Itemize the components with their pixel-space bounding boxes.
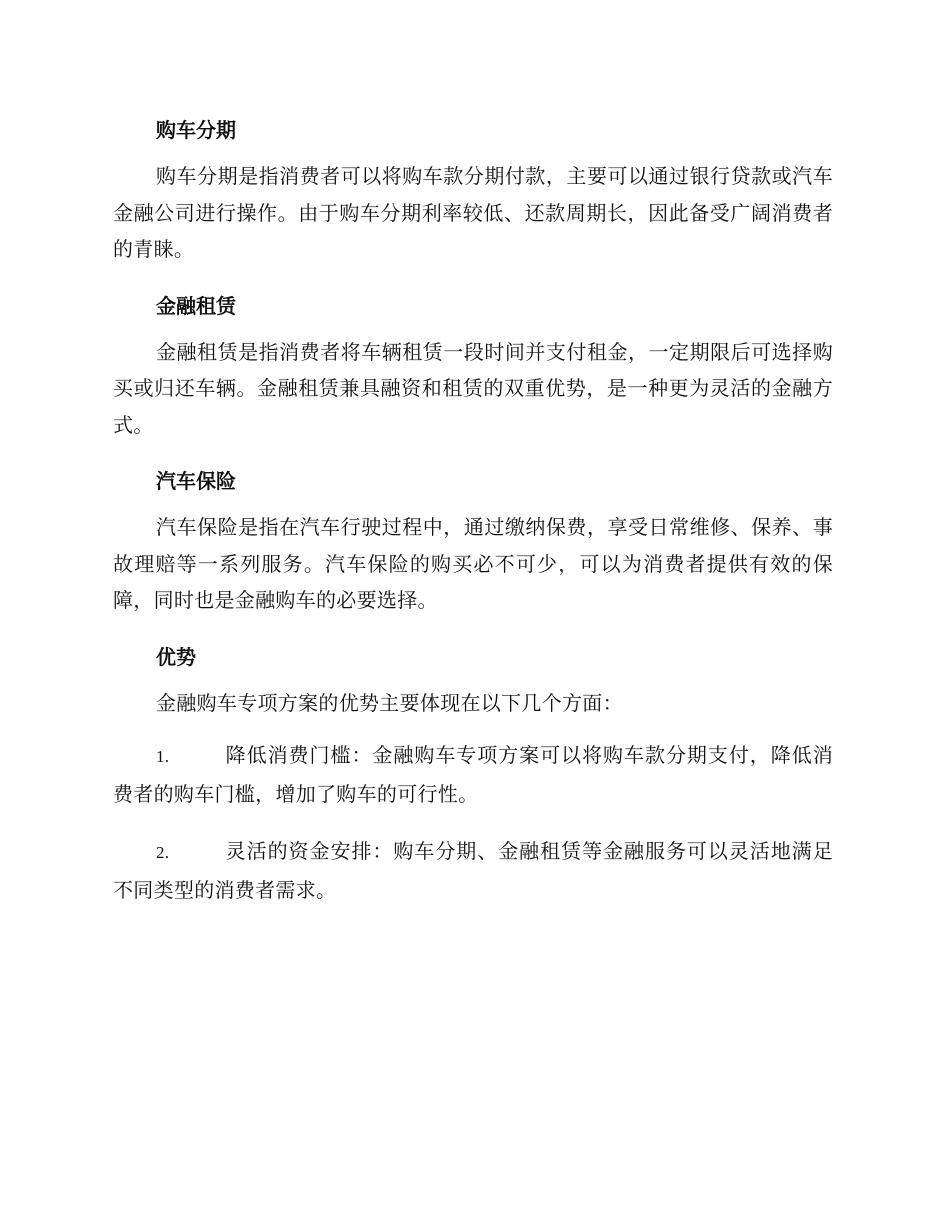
section-body-leasing: 金融租赁是指消费者将车辆租赁一段时间并支付租金，一定期限后可选择购买或归还车辆。金融租赁兼具融资和租赁的双重优势，是一种更为灵活的金融方式。 — [113, 339, 833, 437]
section-heading-installment: 购车分期 — [156, 118, 236, 142]
document-content — [113, 112, 833, 929]
list-item-text: 灵活的资金安排：购车分期、金融租赁等金融服务可以灵活地满足不同类型的消费者需求。 — [113, 839, 833, 902]
section-heading-leasing: 金融租赁 — [156, 293, 236, 318]
advantage-item-1 — [113, 737, 833, 812]
list-item-text: 降低消费门槛：金融购车专项方案可以将购车款分期支付，降低消费者的购车门槛，增加了购车的可行性。 — [113, 743, 833, 806]
advantages-intro: 金融购车专项方案的优势主要体现在以下几个方面： — [156, 690, 623, 715]
section-heading-insurance: 汽车保险 — [156, 469, 236, 493]
section-body-insurance: 汽车保险是指在汽车行驶过程中，通过缴纳保费，享受日常维修、保养、事故理赔等一系列服务。汽车保险的购买必不可少，可以为消费者提供有效的保障，同时也是金融购车的必要选择。 — [113, 515, 833, 612]
section-body-installment: 购车分期是指消费者可以将购车款分期付款，主要可以通过银行贷款或汽车金融公司进行操作。由于购车分期利率较低、还款周期长，因此备受广阔消费者的青睐。 — [113, 164, 833, 261]
list-number: 2. — [156, 843, 170, 862]
section-heading-advantages: 优势 — [156, 644, 196, 669]
advantage-item-2 — [113, 833, 833, 908]
list-number: 1. — [156, 747, 170, 766]
